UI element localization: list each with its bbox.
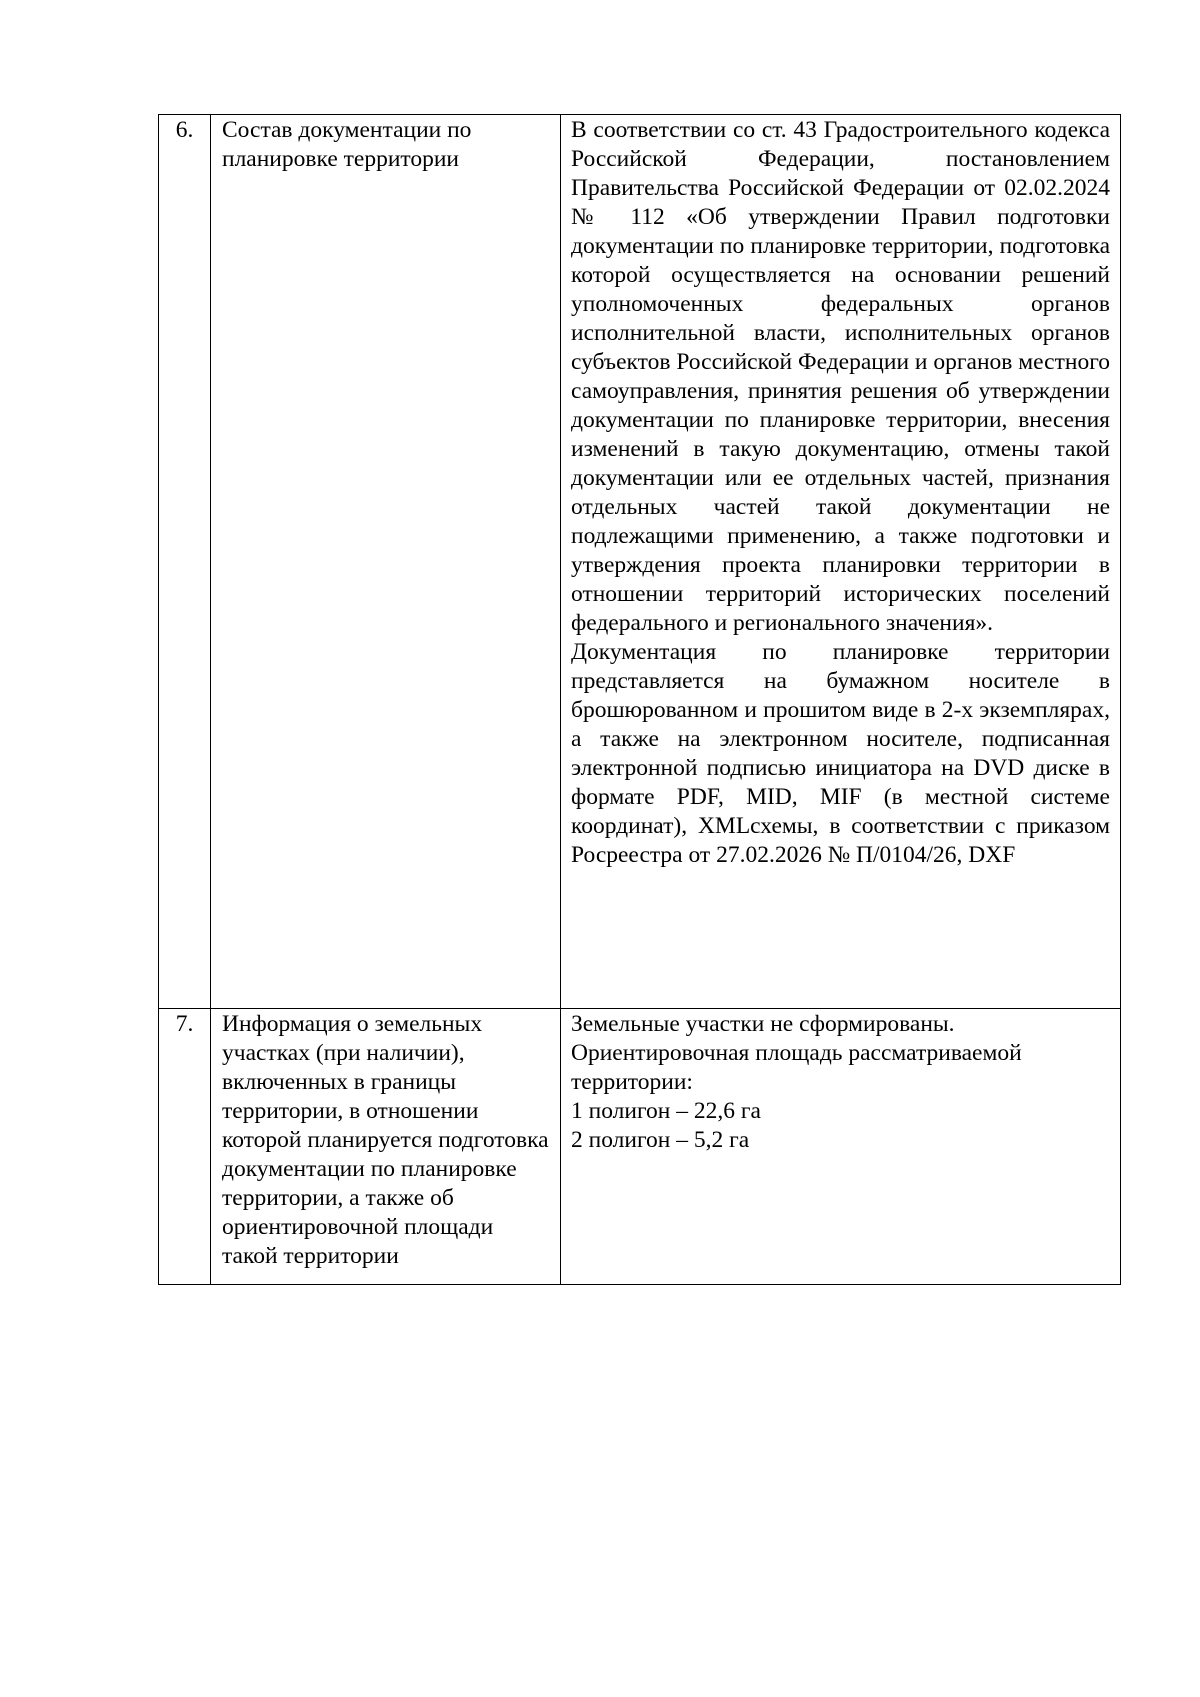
value-line: 1 полигон – 22,6 га: [571, 1098, 761, 1124]
row-value: [561, 115, 1121, 1009]
table-row: [159, 1009, 1121, 1285]
value-line: Земельные участки не сформированы.: [571, 1011, 955, 1037]
value-paragraph: Документация по планировке территории представляется на бумажном носителе в брошюрованном и прошитом виде в 2-х экземплярах, а также на электронном носителе, подписанная электронной подписью инициатора на DVD диске в формате PDF, MID, MIF (в местной системе координат), XMLсхемы, в соответствии с приказом Росреестра от 27.02.2026 № П/0104/26, DXF: [571, 639, 1110, 868]
value-line: 2 полигон – 5,2 га: [571, 1127, 750, 1153]
table-row: [159, 115, 1121, 1009]
row-label: Информация о земельных участках (при наличии), включенных в границы территории, в отношении которой планируется подготовка документации по планировке территории, а также об ориентировочной площади такой территории: [211, 1009, 561, 1285]
row-label: Состав документации по планировке территории: [211, 115, 561, 1009]
row-number: 6.: [159, 115, 211, 1009]
value-paragraph: В соответствии со ст. 43 Градостроительного кодекса Российской Федерации, постановлением Правительства Российской Федерации от 02.02.2024 № 112 «Об утверждении Правил подготовки документации по планировке территории, подготовка которой осуществляется на основании решений уполномоченных федеральных органов исполнительной власти, исполнительных органов субъектов Российской Федерации и органов местного самоуправления, принятия решения об утверждении документации по планировке территории, внесения изменений в такую документацию, отмены такой документации или ее отдельных частей, признания отдельных частей такой документации не подлежащими применению, а также подготовки и утверждения проекта планировки территории в отношении территорий исторических поселений федерального и регионального значения».: [571, 117, 1110, 636]
value-line: Ориентировочная площадь рассматриваемой территории:: [571, 1040, 1022, 1095]
document-table: [158, 114, 1121, 1285]
row-value: [561, 1009, 1121, 1285]
row-number: 7.: [159, 1009, 211, 1285]
